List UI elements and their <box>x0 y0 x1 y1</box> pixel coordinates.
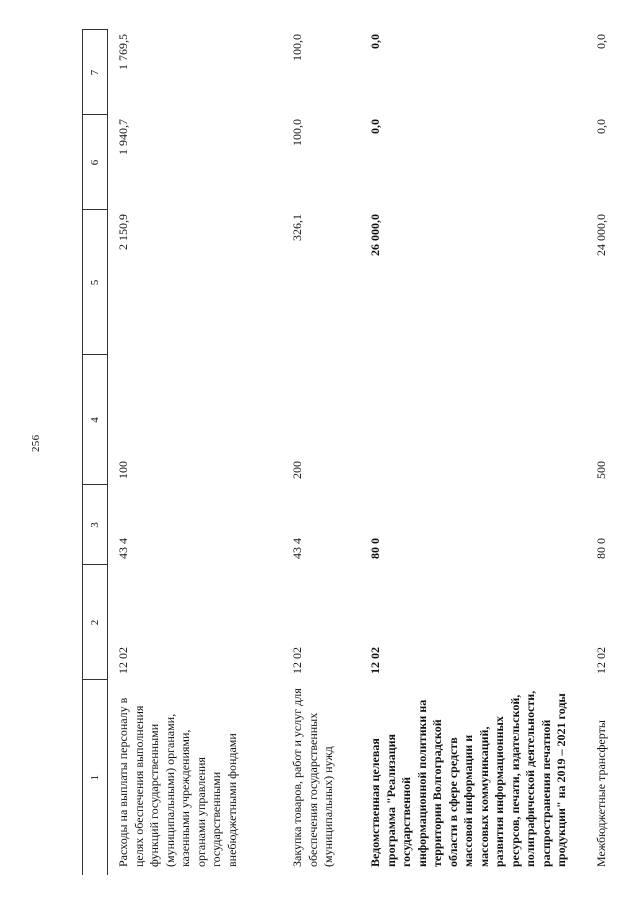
table-row <box>282 30 360 875</box>
header-cell: 1 <box>83 680 108 875</box>
row-name-cell: Ведомственная целевая программа "Реализация государственной информационной политики на территории Волгоградской области в сфере средств массовой информации и массовых коммуникаций, развития информационных ресурсов, печати, издательской, полиграфической деятельности, распространения печатной продукции" на 2019 – 2021 годы <box>368 690 568 867</box>
section-cell: 12 02 <box>290 647 304 674</box>
section-cell: 12 02 <box>368 647 382 674</box>
section-cell: 12 02 <box>116 647 130 674</box>
amount-2020-cell: 100,0 <box>290 119 304 146</box>
program-cell: 43 4 <box>290 538 304 559</box>
table-row <box>586 30 640 875</box>
amount-2020-cell: 0,0 <box>368 119 382 134</box>
amount-2020-cell: 1 940,7 <box>116 119 130 155</box>
amount-2021-cell: 0,0 <box>594 34 608 49</box>
amount-2019-cell: 26 000,0 <box>368 214 382 256</box>
amount-2019-cell: 326,1 <box>290 214 304 241</box>
expense-type-cell <box>360 355 586 485</box>
program-cell: 80 0 <box>594 538 608 559</box>
row-name-cell: Закупка товаров, работ и услуг для обеспечения государственных (муниципальных) нужд <box>290 688 335 867</box>
amount-2021-cell: 0,0 <box>368 34 382 49</box>
budget-table <box>82 30 640 876</box>
amount-2021-cell: 1 769,5 <box>116 34 130 70</box>
header-cell: 5 <box>83 210 108 355</box>
expense-type-cell: 500 <box>594 461 608 479</box>
budget-table-sheet <box>82 30 608 875</box>
header-cell: 6 <box>83 115 108 210</box>
row-name-cell: Межбюджетные трансферты <box>594 720 608 867</box>
section-cell: 12 02 <box>594 647 608 674</box>
header-cell: 4 <box>83 355 108 485</box>
header-cell: 3 <box>83 485 108 565</box>
page-number: 256 <box>30 434 42 452</box>
expense-type-cell: 200 <box>290 461 304 479</box>
header-row <box>83 30 108 875</box>
table-row <box>108 30 283 875</box>
program-cell: 80 0 <box>368 538 382 559</box>
row-name-cell: Расходы на выплаты персоналу в целях обеспечения выполнения функций государственными (муниципальными) органами, казенными учреждениями, органами управления государственными внебюджетными фондами <box>116 697 239 867</box>
expense-type-cell: 100 <box>116 461 130 479</box>
table-row-program <box>360 30 586 875</box>
program-cell: 43 4 <box>116 538 130 559</box>
header-cell: 2 <box>83 565 108 680</box>
amount-2021-cell: 100,0 <box>290 34 304 61</box>
amount-2019-cell: 2 150,9 <box>116 214 130 250</box>
amount-2019-cell: 24 000,0 <box>594 214 608 256</box>
header-cell: 7 <box>83 30 108 115</box>
amount-2020-cell: 0,0 <box>594 119 608 134</box>
